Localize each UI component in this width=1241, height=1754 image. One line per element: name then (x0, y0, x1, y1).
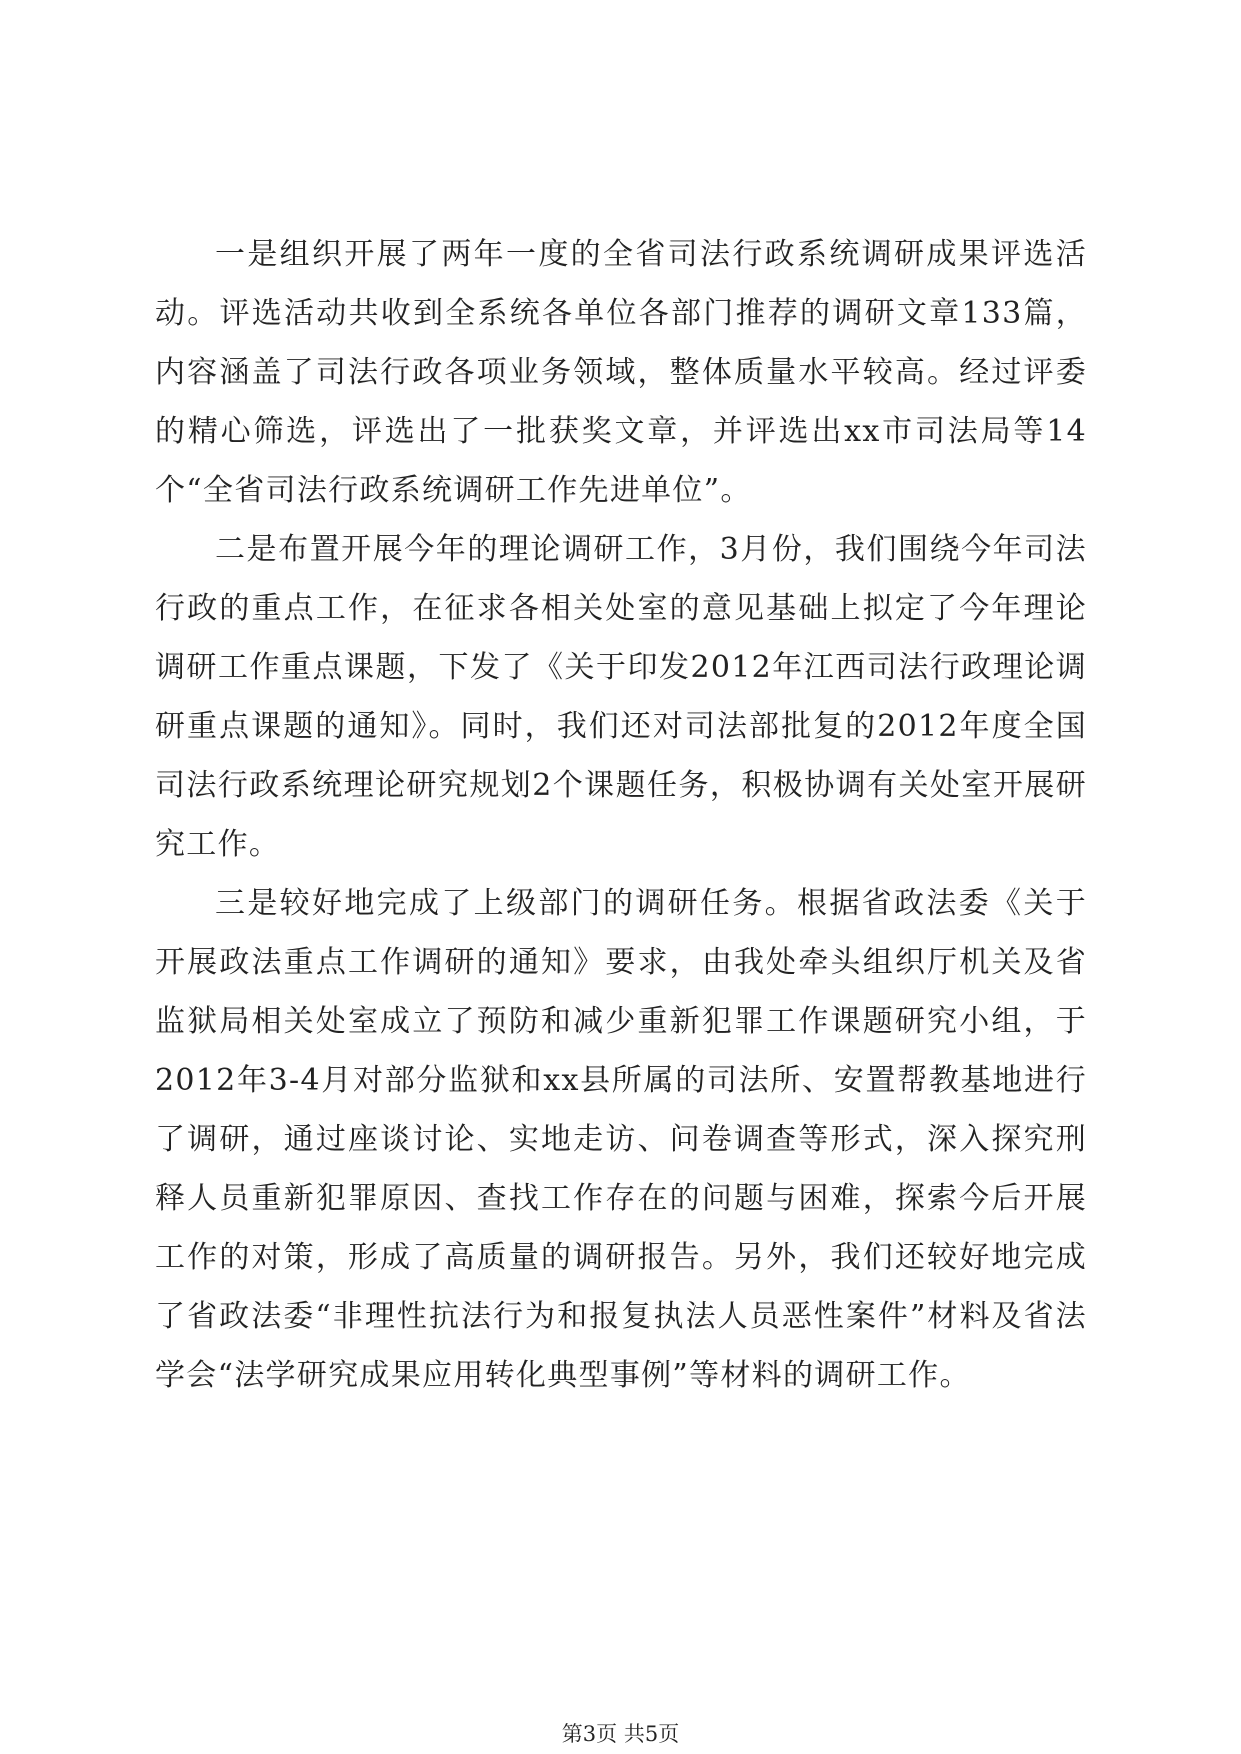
document-body (155, 225, 1087, 1405)
paragraph-theory-research: 二是布置开展今年的理论调研工作，3月份，我们围绕今年司法行政的重点工作，在征求各相关处室的意见基础上拟定了今年理论调研工作重点课题，下发了《关于印发2012年江西司法行政理论调研重点课题的通知》。同时，我们还对司法部批复的2012年度全国司法行政系统理论研究规划2个课题任务，积极协调有关处室开展研究工作。 (155, 532, 1087, 862)
paragraph-superior-tasks: 三是较好地完成了上级部门的调研任务。根据省政法委《关于开展政法重点工作调研的通知》要求，由我处牵头组织厅机关及省监狱局相关处室成立了预防和减少重新犯罪工作课题研究小组，于2012年3-4月对部分监狱和xx县所属的司法所、安置帮教基地进行了调研，通过座谈讨论、实地走访、问卷调查等形式，深入探究刑释人员重新犯罪原因、查找工作存在的问题与困难，探索今后开展工作的对策，形成了高质量的调研报告。另外，我们还较好地完成了省政法委“非理性抗法行为和报复执法人员恶性案件”材料及省法学会“法学研究成果应用转化典型事例”等材料的调研工作。 (155, 886, 1087, 1393)
paragraph-research-awards: 一是组织开展了两年一度的全省司法行政系统调研成果评选活动。评选活动共收到全系统各单位各部门推荐的调研文章133篇，内容涵盖了司法行政各项业务领域，整体质量水平较高。经过评委的精心筛选，评选出了一批获奖文章，并评选出xx市司法局等14个“全省司法行政系统调研工作先进单位”。 (155, 237, 1087, 508)
page-footer: 第3页 共5页 (561, 1722, 680, 1746)
